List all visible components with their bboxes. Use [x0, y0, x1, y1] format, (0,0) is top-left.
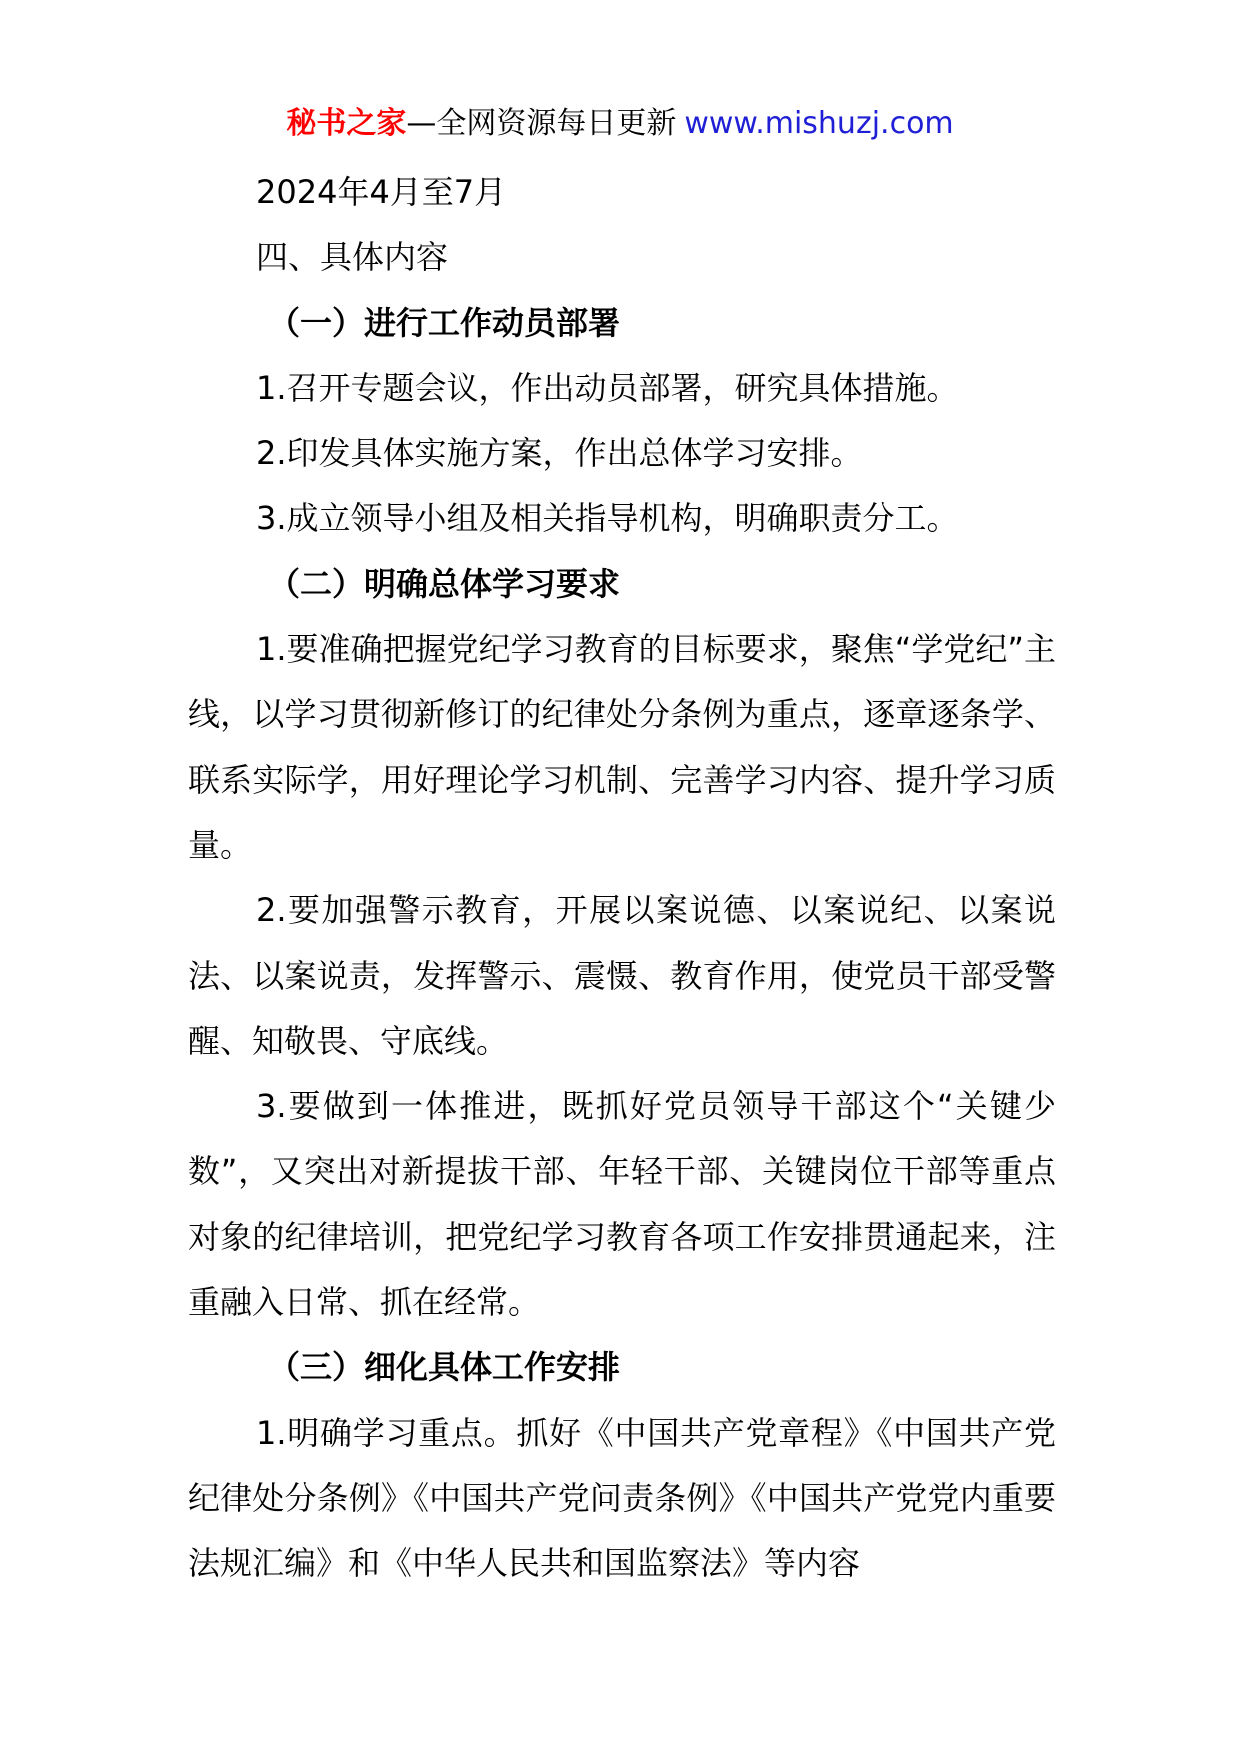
paragraph: 3.成立领导小组及相关指导机构，明确职责分工。: [256, 499, 959, 538]
subsection-heading-2: （二）明确总体学习要求: [268, 564, 621, 603]
paragraph: 3.要做到一体推进，既抓好党员领导干部这个“关键少数”，又突出对新提拔干部、年轻干部、关键岗位干部等重点对象的纪律培训，把党纪学习教育各项工作安排贯通起来，注重融入日常、抓在经常。: [188, 1087, 1056, 1322]
subsection-heading-3: （三）细化具体工作安排: [268, 1348, 621, 1387]
site-header: [0, 100, 1240, 148]
paragraph: 1.明确学习重点。抓好《中国共产党章程》《中国共产党纪律处分条例》《中国共产党问责条例》《中国共产党党内重要法规汇编》和《中华人民共和国监察法》等内容: [188, 1413, 1056, 1583]
section-title: 四、具体内容: [256, 238, 449, 277]
subsection-heading-1: （一）进行工作动员部署: [268, 303, 621, 342]
brand-name: 秘书之家: [286, 106, 407, 141]
paragraph: 1.召开专题会议，作出动员部署，研究具体措施。: [256, 368, 959, 407]
paragraph: 2.印发具体实施方案，作出总体学习安排。: [256, 434, 863, 473]
paragraph: 2.要加强警示教育，开展以案说德、以案说纪、以案说法、以案说责，发挥警示、震慑、教育作用，使党员干部受警醒、知敬畏、守底线。: [188, 891, 1056, 1060]
site-url-link[interactable]: www.mishuzj.com: [684, 106, 954, 141]
header-tagline: —全网资源每日更新: [406, 106, 677, 141]
date-range-line: 2024年4月至7月: [256, 173, 507, 211]
document-body: [188, 160, 1056, 1597]
paragraph: 1.要准确把握党纪学习教育的目标要求，聚焦“学党纪”主线，以学习贯彻新修订的纪律处分条例为重点，逐章逐条学、联系实际学，用好理论学习机制、完善学习内容、提升学习质量。: [188, 630, 1056, 864]
